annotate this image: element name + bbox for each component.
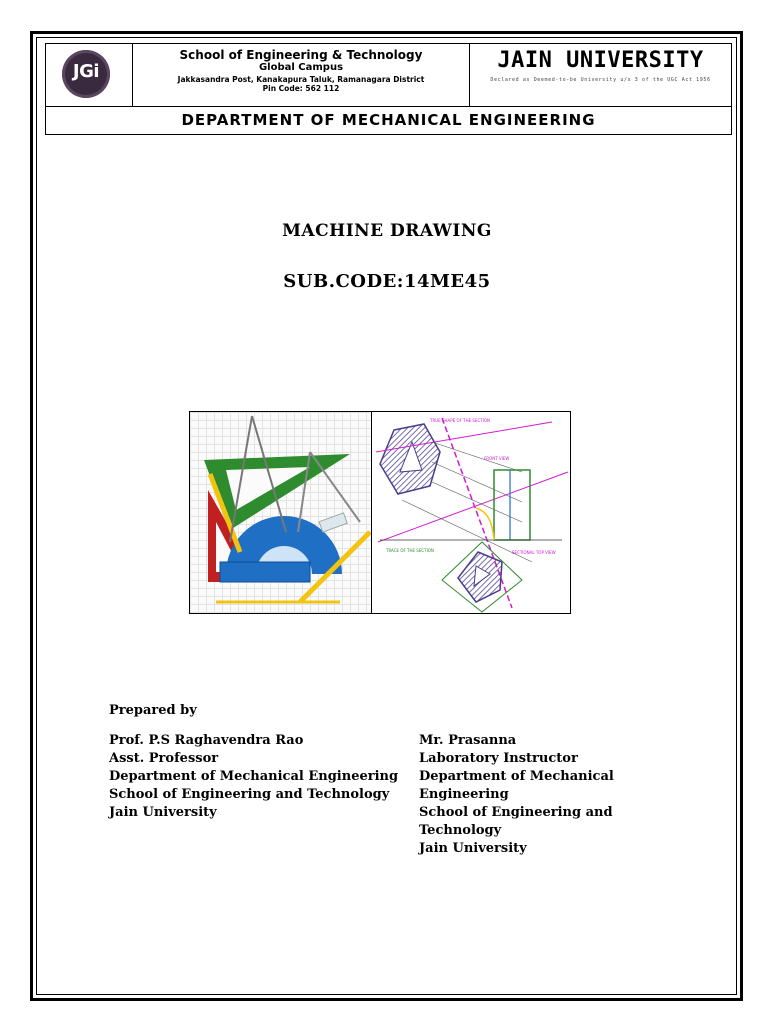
logo-cell	[46, 44, 133, 106]
section-projection-image	[372, 412, 570, 613]
department-title: DEPARTMENT OF MECHANICAL ENGINEERING	[181, 111, 596, 129]
author-2-name: Mr. Prasanna	[419, 733, 517, 748]
label-sectional-top: SECTIONAL TOP VIEW	[512, 550, 556, 555]
drawing-instruments-image	[190, 412, 372, 613]
ruler-icon	[220, 562, 310, 582]
author-1-school: School of Engineering and Technology	[109, 787, 390, 802]
author-1-designation: Asst. Professor	[109, 751, 219, 766]
address: Jakkasandra Post, Kanakapura Taluk, Ramanagara District	[177, 75, 425, 84]
school-name: School of Engineering & Technology	[179, 48, 423, 62]
prepared-by-heading: Prepared by	[109, 703, 197, 718]
header-box	[45, 43, 732, 135]
header-top-row	[46, 44, 731, 107]
label-true-shape: TRUE SHAPE OF THE SECTION	[430, 418, 491, 423]
author-1-department: Department of Mechanical Engineering	[109, 769, 399, 784]
subject-title: MACHINE DRAWING	[282, 221, 492, 241]
author-1	[109, 732, 399, 822]
page-inner-border	[36, 37, 737, 995]
author-2-school: School of Engineering and Technology	[419, 805, 613, 838]
label-front-view: FRONT VIEW	[484, 456, 510, 461]
author-2-designation: Laboratory Instructor	[419, 751, 578, 766]
university-subtitle: Declared as Deemed-to-be University u/s 3 of the UGC Act 1956	[490, 77, 711, 83]
author-1-university: Jain University	[109, 805, 217, 820]
campus-name: Global Campus	[258, 62, 344, 73]
front-view-box	[494, 470, 530, 540]
logo-text: JGi	[72, 61, 100, 82]
drawing-instruments-svg	[190, 412, 371, 613]
pin-code: Pin Code: 562 112	[262, 84, 340, 93]
author-2	[419, 732, 619, 858]
school-info	[133, 44, 470, 106]
author-2-university: Jain University	[419, 841, 527, 856]
subject-code: SUB.CODE:14ME45	[283, 271, 491, 292]
label-trace: TRACE OF THE SECTION	[386, 548, 434, 553]
university-info	[470, 44, 731, 106]
page-border	[30, 31, 743, 1001]
eraser-icon	[319, 513, 347, 532]
cover-illustration	[189, 411, 571, 614]
jgi-logo	[62, 50, 110, 98]
author-2-department: Department of Mechanical Engineering	[419, 769, 614, 802]
university-name: JAIN UNIVERSITY	[497, 48, 704, 73]
section-projection-svg	[372, 412, 570, 613]
author-1-name: Prof. P.S Raghavendra Rao	[109, 733, 304, 748]
